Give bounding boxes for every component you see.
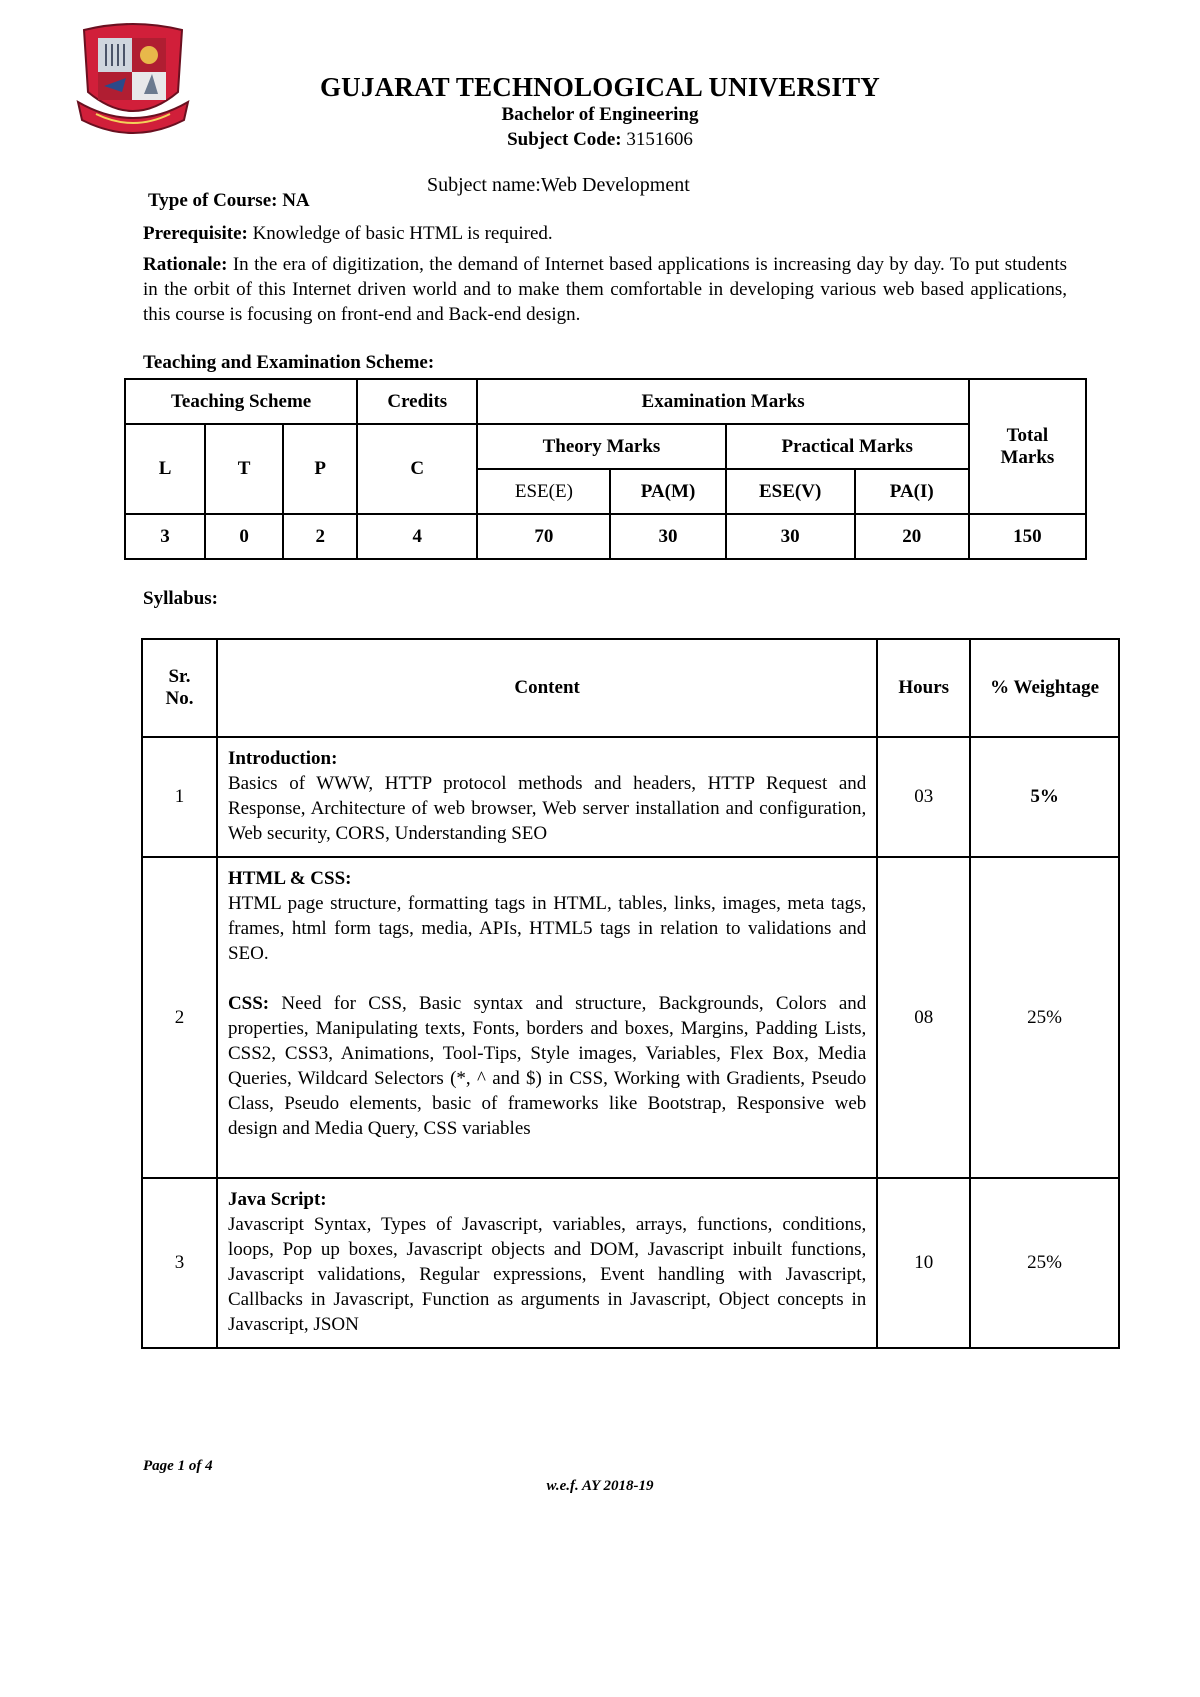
credits-header: Credits (357, 379, 477, 424)
row-content (217, 737, 877, 857)
value-pa-m: 30 (610, 514, 725, 559)
col-pa-i: PA(I) (855, 469, 969, 514)
prerequisite-label: Prerequisite: (143, 223, 248, 244)
row-title: Java Script: (227, 1189, 327, 1210)
subject-code (0, 129, 1200, 151)
row-content (217, 857, 877, 1178)
subject-code-label: Subject Code: (507, 129, 622, 150)
col-ese-v: ESE(V) (726, 469, 855, 514)
teaching-scheme-header: Teaching Scheme (125, 379, 357, 424)
syllabus-table (141, 638, 1120, 1349)
university-name: GUJARAT TECHNOLOGICAL UNIVERSITY (319, 72, 881, 102)
row-title: Introduction: (227, 748, 338, 769)
row-weightage: 5% (970, 737, 1119, 857)
value-total: 150 (969, 514, 1086, 559)
exam-marks-header: Examination Marks (477, 379, 968, 424)
effective-year: w.e.f. AY 2018-19 (546, 1478, 654, 1494)
total-marks-header: Total Marks (969, 379, 1086, 514)
value-l: 3 (125, 514, 205, 559)
col-l: L (125, 424, 205, 514)
row-hours: 03 (877, 737, 970, 857)
scheme-table (124, 378, 1087, 560)
col-t: T (205, 424, 283, 514)
row-hours: 08 (877, 857, 970, 1178)
row-text: HTML page structure, formatting tags in HTML, tables, links, images, meta tags, frames, html form tags, media, APIs, HTML5 tags in relation to validations and SEO. (227, 893, 867, 964)
col-weightage: % Weightage (970, 639, 1119, 737)
table-row (142, 737, 1119, 857)
col-hours: Hours (877, 639, 970, 737)
row-content (217, 1178, 877, 1348)
row-sr: 1 (142, 737, 217, 857)
rationale (143, 252, 1067, 327)
value-t: 0 (205, 514, 283, 559)
page-number: Page 1 of 4 (143, 1458, 213, 1474)
value-c: 4 (357, 514, 477, 559)
value-pa-i: 20 (855, 514, 969, 559)
degree: Bachelor of Engineering (501, 104, 699, 125)
value-ese-v: 30 (726, 514, 855, 559)
rationale-text: In the era of digitization, the demand of Internet based applications is increasing day by day. To put students in the orbit of this Internet driven world and to make them comfortable in developing various web based applications, this course is focusing on front-end and Back-end design. (143, 254, 1068, 325)
row-subtext: Need for CSS, Basic syntax and structure, Backgrounds, Colors and properties, Manipulating texts, Fonts, borders and boxes, Margins, Padding Lists, CSS2, CSS3, Animations, Tool-Tips, Style images, Variables, Flex Box, Media Queries, Wildcard Selectors (*, ^ and $) in CSS, Working with Gradients, Pseudo Class, Pseudo elements, basic of frameworks like Bootstrap, Responsive web design and Media Query, CSS variables (227, 993, 867, 1139)
row-hours: 10 (877, 1178, 970, 1348)
theory-marks-header: Theory Marks (477, 424, 725, 469)
value-p: 2 (283, 514, 357, 559)
row-subsection (228, 991, 866, 1141)
col-p: P (283, 424, 357, 514)
table-row (142, 857, 1119, 1178)
col-ese-e: ESE(E) (477, 469, 610, 514)
practical-marks-header: Practical Marks (726, 424, 969, 469)
subject-code-value: 3151606 (626, 129, 693, 150)
col-pa-m: PA(M) (610, 469, 725, 514)
rationale-label: Rationale: (143, 254, 228, 275)
col-c: C (357, 424, 477, 514)
row-sr: 3 (142, 1178, 217, 1348)
table-row (142, 1178, 1119, 1348)
prerequisite-text: Knowledge of basic HTML is required. (252, 223, 553, 244)
course-type: Type of Course: NA (148, 190, 310, 211)
col-content: Content (217, 639, 877, 737)
row-weightage: 25% (970, 1178, 1119, 1348)
col-sr-no: Sr. No. (142, 639, 217, 737)
subject-name: Subject name:Web Development (427, 174, 690, 196)
prerequisite (143, 221, 1067, 246)
value-ese-e: 70 (477, 514, 610, 559)
row-sr: 2 (142, 857, 217, 1178)
syllabus-heading: Syllabus: (143, 588, 218, 609)
scheme-heading: Teaching and Examination Scheme: (143, 352, 435, 373)
row-text: Basics of WWW, HTTP protocol methods and headers, HTTP Request and Response, Architecture of web browser, Web server installation and configuration, Web security, CORS, Understanding SEO (227, 773, 867, 844)
row-title: HTML & CSS: (227, 868, 352, 889)
row-subtitle: CSS: (227, 993, 270, 1014)
row-weightage: 25% (970, 857, 1119, 1178)
row-text: Javascript Syntax, Types of Javascript, variables, arrays, functions, conditions, loops, Pop up boxes, Javascript objects and DOM, Javascript inbuilt functions, Javascript validations, Regular expressions, Event handling with Javascript, Callbacks in Javascript, Function as arguments in Javascript, Object concepts in Javascript, JSON (227, 1214, 867, 1335)
